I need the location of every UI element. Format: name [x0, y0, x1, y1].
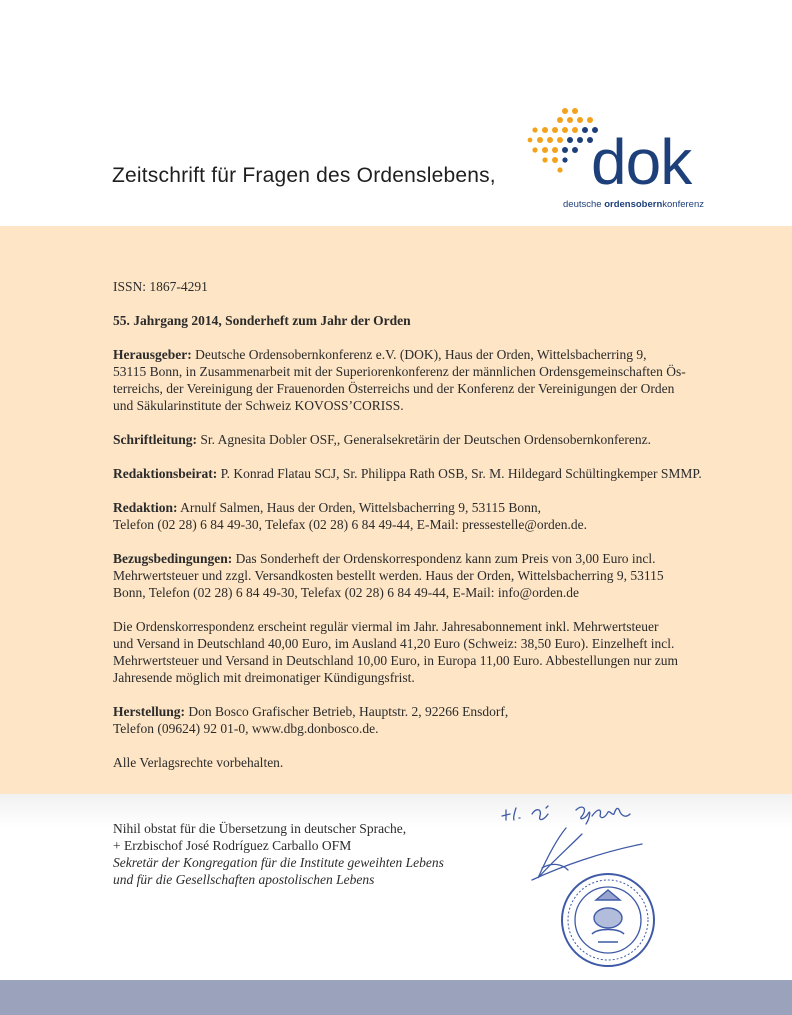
nihil-line-1: Nihil obstat für die Übersetzung in deutscher Sprache,	[113, 821, 407, 836]
logo-subtitle: deutsche ordensobernkonferenz	[563, 199, 704, 210]
journal-tagline: Zeitschrift für Fragen des Ordenslebens,	[112, 164, 496, 187]
dok-logo	[527, 106, 727, 212]
rechte-line: Alle Verlagsrechte vorbehalten.	[113, 755, 284, 770]
footer-bar	[0, 980, 792, 1015]
jahrgang: 55. Jahrgang 2014, Sonderheft zum Jahr der Orden	[113, 313, 411, 328]
logo-wordmark: dok	[591, 126, 692, 198]
herstellung-block: Herstellung: Don Bosco Grafischer Betrieb, Hauptstr. 2, 92266 Ensdorf, Telefon (09624) 92 01-0, www.dbg.donbosco.de.	[113, 704, 509, 736]
seal	[562, 874, 654, 966]
signature-and-seal	[488, 794, 688, 974]
header	[0, 0, 792, 226]
nihil-obstat-text	[113, 820, 473, 888]
bezugsbedingungen-block: Bezugsbedingungen: Das Sonderheft der Ordenskorrespondenz kann zum Preis von 3,00 Euro incl. Mehrwertsteuer und zzgl. Versandkosten bestellt werden. Haus der Orden, Wittelsbacherring 9, 53115 Bonn, Telefon (02 28) 6 84 49-30, Telefax (02 28) 6 84 49-44, E-Mail: info@orden.de	[113, 551, 664, 600]
nihil-line-2: + Erzbischof José Rodríguez Carballo OFM	[113, 838, 352, 853]
herausgeber-block: Herausgeber: Deutsche Ordensobernkonferenz e.V. (DOK), Haus der Orden, Wittelsbacherring 9, 53115 Bonn, in Zusammenarbeit mit der Superiorenkonferenz der männlichen Ordensgemeinschaften Ös- terreichs, der Vereinigung der Frauenorden Österreichs und der Konferenz der Vereinigungen der Orden und Säkularinstitute der Schweiz KOVOSS’CORISS.	[113, 347, 686, 413]
issn: ISSN: 1867-4291	[113, 279, 208, 294]
nihil-line-4: und für die Gesellschaften apostolischen Lebens	[113, 872, 375, 887]
schriftleitung-block: Schriftleitung: Sr. Agnesita Dobler OSF,, Generalsekretärin der Deutschen Ordensobernkonferenz.	[113, 432, 652, 447]
redaktion-block: Redaktion: Arnulf Salmen, Haus der Orden, Wittelsbacherring 9, 53115 Bonn, Telefon (02 28) 6 84 49-30, Telefax (02 28) 6 84 49-44, E-Mail: pressestelle@orden.de.	[113, 500, 588, 532]
impressum-content	[113, 278, 713, 771]
abonnement-block: Die Ordenskorrespondenz erscheint regulär viermal im Jahr. Jahresabonnement inkl. Mehrwertsteuer und Versand in Deutschland 40,00 Euro, im Ausland 41,20 Euro (Schweiz: 38,50 Euro). Einzelheft incl. Mehrwertsteuer und Versand in Deutschland 10,00 Euro, in Europa 11,00 Euro. Abbestellungen nur zum Jahresende möglich mit dreimonatiger Kündigungsfrist.	[113, 619, 679, 685]
approval-section	[0, 794, 792, 980]
impressum-panel	[0, 226, 792, 794]
nihil-line-3: Sekretär der Kongregation für die Institute geweihten Lebens	[113, 855, 444, 870]
redaktionsbeirat-block: Redaktionsbeirat: P. Konrad Flatau SCJ, Sr. Philippa Rath OSB, Sr. M. Hildegard Schültingkemper SMMP.	[113, 466, 702, 481]
